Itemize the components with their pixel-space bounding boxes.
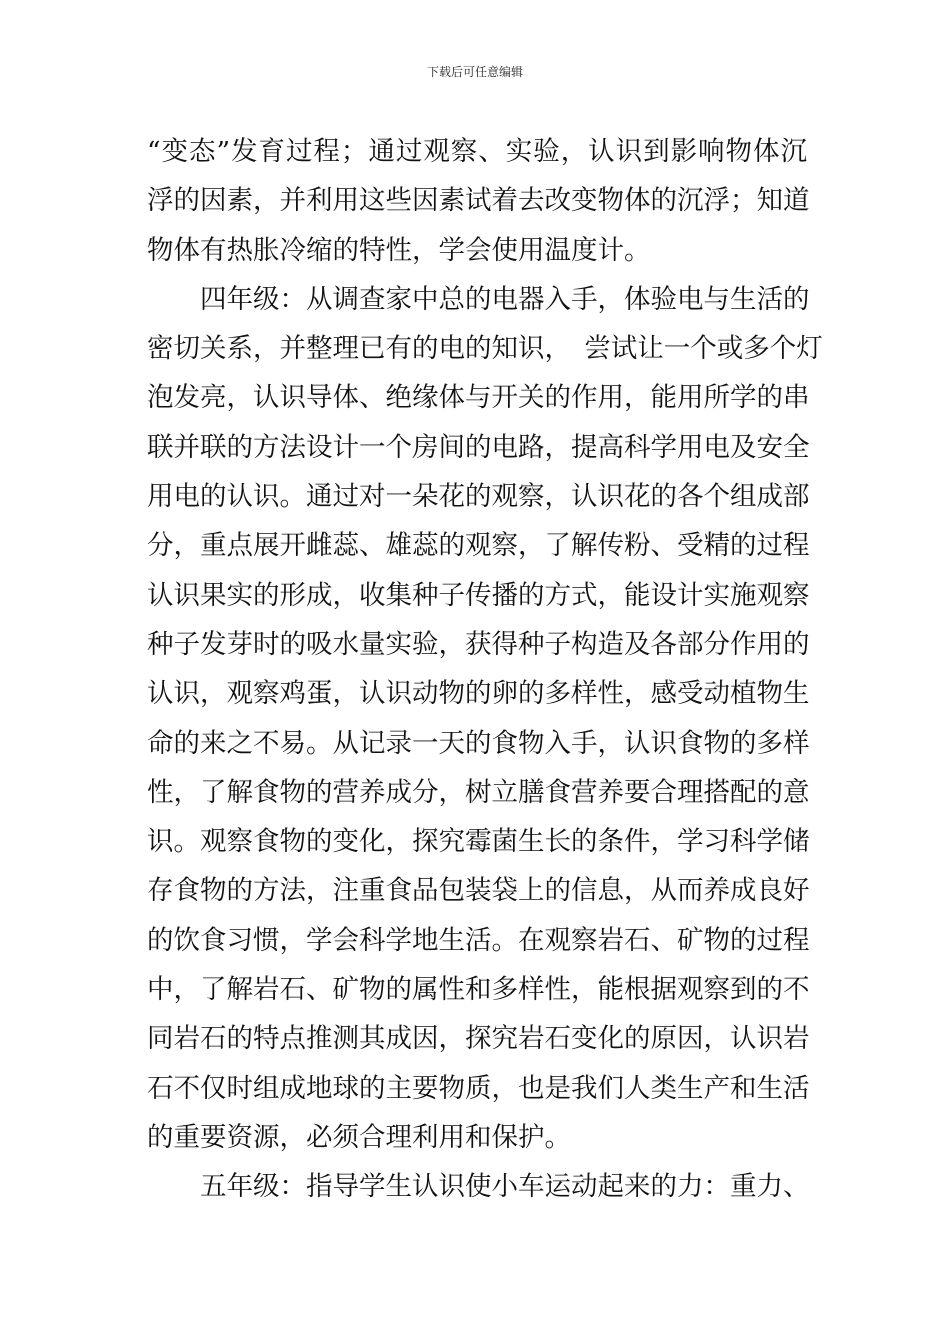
paragraph-line: 浮的因素，并利用这些因素试着去改变物体的沉浮；知道: [147, 185, 810, 217]
paragraph-line: “变态”发育过程；通过观察、实验，认识到影响物体沉: [147, 136, 807, 167]
paragraph-line: 密切关系，并整理已有的电的知识， 尝试让一个或多个灯: [147, 333, 823, 365]
paragraph-line: 命的来之不易。从记录一天的食物入手，认识食物的多样: [147, 727, 810, 759]
paragraph-line: 泡发亮，认识导体、绝缘体与开关的作用，能用所学的串: [147, 382, 810, 414]
paragraph-line: 用电的认识。通过对一朵花的观察，认识花的各个组成部: [147, 481, 810, 513]
paragraph-1: [147, 127, 810, 275]
paragraph-line: 认识果实的形成，收集种子传播的方式，能设计实施观察: [147, 579, 810, 611]
paragraph-line: 分，重点展开雌蕊、雄蕊的观察，了解传粉、受精的过程: [147, 530, 810, 562]
paragraph-line: 识。观察食物的变化，探究霉菌生长的条件，学习科学储: [147, 826, 810, 858]
paragraph-line: 物体有热胀冷缩的特性，学会使用温度计。: [147, 234, 651, 266]
page-header-note: 下载后可任意编辑: [426, 65, 523, 79]
paragraph-3: [147, 1162, 810, 1211]
document-body: [147, 127, 823, 1212]
paragraph-line: 存食物的方法，注重食品包装袋上的信息，从而养成良好: [147, 875, 810, 907]
paragraph-line: 中，了解岩石、矿物的属性和多样性，能根据观察到的不: [147, 974, 810, 1006]
paragraph-2: [147, 275, 823, 1162]
paragraph-line: 联并联的方法设计一个房间的电路，提高科学用电及安全: [147, 431, 810, 463]
paragraph-line: 石不仅时组成地球的主要物质，也是我们人类生产和生活: [147, 1072, 810, 1104]
paragraph-line: 同岩石的特点推测其成因，探究岩石变化的原因，认识岩: [147, 1023, 810, 1055]
paragraph-line: 种子发芽时的吸水量实验，获得种子构造及各部分作用的: [147, 628, 810, 660]
paragraph-line: 四年级：从调查家中总的电器入手，体验电与生活的: [200, 283, 810, 315]
paragraph-line: 认识，观察鸡蛋，认识动物的卵的多样性，感受动植物生: [147, 678, 810, 710]
paragraph-line: 性，了解食物的营养成分，树立膳食营养要合理搭配的意: [147, 776, 810, 808]
paragraph-line: 的饮食习惯，学会科学地生活。在观察岩石、矿物的过程: [147, 924, 810, 956]
paragraph-line: 的重要资源，必须合理利用和保护。: [147, 1121, 571, 1153]
paragraph-line: 五年级：指导学生认识使小车运动起来的力：重力、: [200, 1171, 810, 1203]
